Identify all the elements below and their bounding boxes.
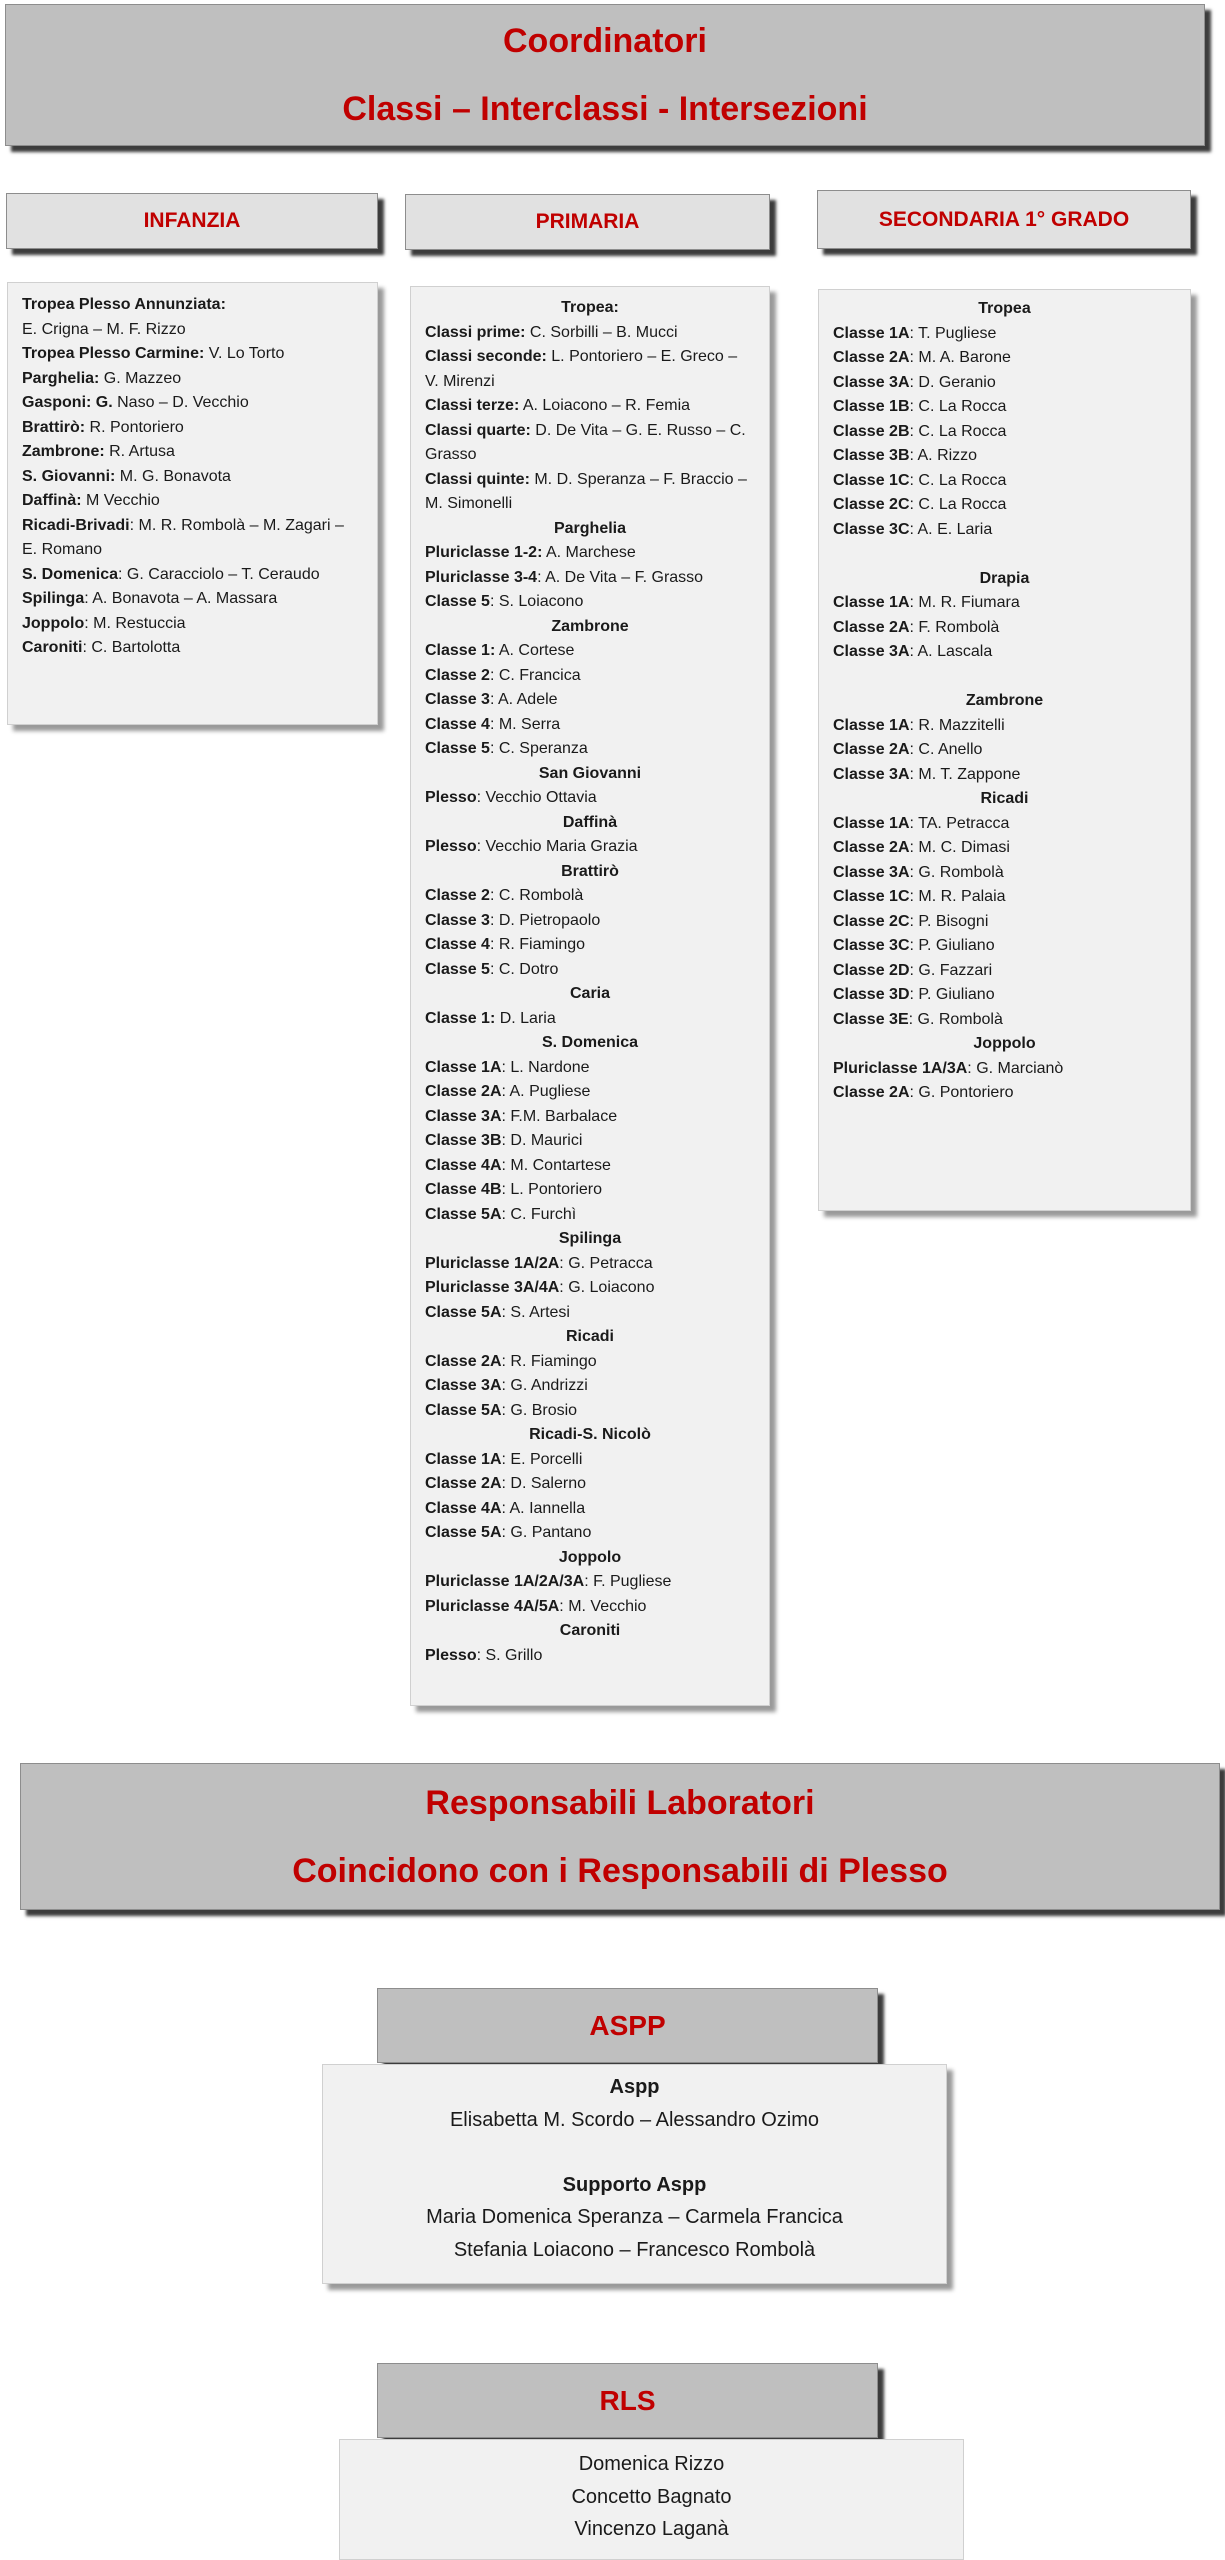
item-value: R. Artusa [104,443,175,460]
section-heading: Caria [569,985,611,1002]
item-label: Parghelia: [22,369,100,387]
list-item [425,492,755,517]
item-value: Grasso [425,446,477,463]
item-label: Plesso [425,789,477,806]
item-value: : S. Grillo [476,1646,543,1664]
item-label: Classe 2C [833,496,910,513]
item-label: S. Giovanni: [22,467,116,485]
item-label: Tropea Plesso Carmine: [22,345,205,362]
item-label: Ricadi-Brivadi [22,516,130,534]
list-item [425,1374,755,1399]
item-label: Classe 5 [425,593,490,610]
rls-name-3: Vincenzo Laganà [574,2518,729,2540]
item-value: : G. Rombolà [909,863,1004,881]
rls-name-2: Concetto Bagnato [571,2485,732,2508]
item-value: D. De Vita – G. E. Russo – C. [530,421,746,439]
list-item [425,1448,755,1473]
list-item [425,786,755,811]
item-label: Classe 3A [833,373,910,391]
item-value: : M. T. Zappone [909,765,1021,783]
list-item [833,469,1176,494]
item-label: Classi quinte: [425,470,530,488]
list-item [22,367,363,392]
list-item [833,640,1176,665]
list-item [22,489,363,514]
item-label: Plesso [425,1646,477,1664]
item-label: Zambrone: [22,443,105,460]
list-item [833,420,1176,445]
item-value: : C. Anello [909,741,983,758]
list-item [833,518,1176,543]
rls-header [377,2363,878,2438]
section-heading: Drapia [979,569,1030,587]
supporto-aspp-line1: Maria Domenica Speranza – Carmela Francica [426,2206,843,2228]
item-value: : R. Mazzitelli [909,716,1005,734]
list-item [22,587,363,612]
item-value: : G. Caracciolo – T. Ceraudo [118,565,320,583]
list-item [425,590,755,615]
item-label: Pluriclasse 3-4 [425,568,538,586]
item-value: L. Pontoriero – E. Greco – [546,348,738,365]
item-value: : R. Fiamingo [489,936,586,953]
item-label: Pluriclasse 1A/2A/3A [425,1573,585,1590]
item-value: : G. Andrizzi [501,1377,588,1394]
list-item [22,612,363,637]
list-item [425,688,755,713]
item-value: D. Laria [495,1009,556,1027]
item-label: Classe 2A [425,1083,502,1100]
list-item [425,639,755,664]
item-label: Classe 4 [425,715,490,733]
item-value: : G. Rombolà [908,1010,1003,1028]
section-heading: Ricadi [565,1328,614,1345]
item-value: : M. C. Dimasi [909,839,1010,856]
item-value: R. Pontoriero [85,418,184,436]
item-value: : C. Furchì [501,1205,577,1223]
section-heading: Joppolo [973,1035,1036,1052]
list-item [425,1056,755,1081]
coordinatori-banner [5,4,1205,146]
item-label: Classe 2A [833,741,910,758]
item-value: E. Crigna – M. F. Rizzo [22,320,186,338]
list-item [833,959,1176,984]
secondaria-panel [818,289,1191,1211]
list-item [833,616,1176,641]
list-item [425,1252,755,1277]
item-value: : G. Loiacono [559,1279,655,1296]
item-value: : C. La Rocca [909,398,1007,415]
item-label: Classe 5A [425,1205,502,1223]
item-value: : C. Francica [489,666,581,684]
item-label: Classe 3 [425,691,490,708]
item-value: : M. Serra [489,715,561,733]
list-item [833,444,1176,469]
list-item [425,835,755,860]
section-heading: Caroniti [559,1622,621,1639]
coordinatori-title: Coordinatori [503,22,707,60]
item-label: Classe 2A [425,1475,502,1492]
spacer [833,542,1176,567]
item-label: Classe 2 [425,666,490,684]
item-value: : D. Pietropaolo [489,911,601,929]
section-heading: Zambrone [551,617,629,635]
item-value: : TA. Petracca [909,814,1010,832]
list-item [425,1154,755,1179]
item-label: Classe 4 [425,936,490,953]
item-label: Classe 1A [833,716,910,734]
supporto-aspp-line2: Stefania Loiacono – Francesco Rombolà [453,2238,816,2261]
item-value: : M. R. Rombolà – M. Zagari – [129,516,344,534]
item-label: Daffinà: [22,492,82,509]
item-label: Classe 1A [833,324,910,342]
item-label: Classi prime: [425,323,526,341]
item-value: : T. Pugliese [909,324,997,342]
secondaria-header [817,190,1191,249]
list-item [425,541,755,566]
item-label: Classe 3B [833,447,910,464]
item-value: : Vecchio Ottavia [476,789,597,806]
section-heading: Ricadi [980,790,1029,807]
item-value: : P. Giuliano [909,986,995,1003]
item-value: : L. Nardone [501,1058,590,1076]
item-label: Pluriclasse 4A/5A [425,1597,560,1615]
item-label: Classe 2A [833,1084,910,1101]
infanzia-header [6,193,378,249]
item-value: : G. Pantano [501,1524,592,1541]
item-label: Classe 5 [425,740,490,757]
infanzia-header-label: INFANZIA [143,209,241,232]
item-value: : C. La Rocca [909,471,1007,489]
item-label: Classe 3A [833,765,910,783]
list-item [425,713,755,738]
list-item [833,346,1176,371]
item-label: Classe 2A [833,349,910,366]
section-heading: Parghelia [553,519,627,537]
list-item [425,1178,755,1203]
item-label: Classe 3A [833,643,910,660]
section-heading: Zambrone [965,692,1044,709]
item-label: Classe 3E [833,1010,909,1028]
list-item [425,1080,755,1105]
item-label: Classe 2B [833,422,910,440]
item-label: Classe 3C [833,937,910,954]
list-item [425,1521,755,1546]
list-item [22,636,363,661]
list-item [22,416,363,441]
list-item [833,885,1176,910]
item-value: : M. Vecchio [559,1597,647,1615]
item-label: Classe 1A [425,1450,502,1468]
item-label: Joppolo [22,614,85,632]
laboratori-subtitle: Coincidono con i Responsabili di Plesso [292,1851,948,1890]
item-label: S. Domenica [22,565,119,583]
item-value: : C. La Rocca [909,422,1007,440]
aspp-panel [322,2064,947,2284]
item-value: : A. Iannella [501,1499,586,1517]
primaria-header-label: PRIMARIA [535,210,640,233]
item-value: : F.M. Barbalace [501,1107,618,1125]
item-label: Caroniti [22,639,83,656]
item-value: : C. Dotro [489,960,559,978]
primaria-panel [410,286,770,1706]
item-value: A. Marchese [542,544,636,561]
list-item [425,1644,755,1669]
item-value: : A. Rizzo [909,447,978,464]
item-label: Classe 5A [425,1401,502,1419]
list-item [425,1301,755,1326]
list-item [425,884,755,909]
list-item [425,737,755,762]
item-label: Classe 1A [425,1058,502,1076]
rls-panel [339,2439,964,2560]
list-item [833,322,1176,347]
item-value: : G. Pontoriero [909,1084,1014,1101]
list-item [425,1595,755,1620]
list-item [22,440,363,465]
list-item [22,563,363,588]
list-item [833,371,1176,396]
list-item [425,566,755,591]
supporto-aspp-label: Supporto Aspp [562,2173,707,2196]
list-item [22,318,363,343]
section-heading: Daffinà [562,813,618,831]
list-item [22,514,363,539]
item-label: Plesso [425,838,477,855]
item-label: Classe 4A [425,1156,502,1174]
list-item [425,321,755,346]
item-value: : A. E. Laria [909,520,993,538]
item-value: : Vecchio Maria Grazia [476,838,638,855]
item-value: V. Mirenzi [425,372,495,390]
rls-name-1: Domenica Rizzo [578,2453,725,2475]
item-value: : A. Bonavota – A. Massara [84,590,278,607]
item-label: Classe 1C [833,471,910,489]
item-value: M. G. Bonavota [115,467,231,485]
item-value: : M. Contartese [501,1156,611,1174]
list-item [22,342,363,367]
item-value: A. Cortese [495,642,575,659]
item-label: Classe 3 [425,911,490,929]
item-label: Classe 3A [833,863,910,881]
item-label: Classe 5 [425,960,490,978]
list-item [833,934,1176,959]
item-value: : G. Fazzari [909,961,993,979]
item-value: : G. Brosio [501,1401,578,1419]
laboratori-title: Responsabili Laboratori [425,1783,815,1822]
section-heading: Ricadi-S. Nicolò [529,1426,651,1443]
list-item [833,1081,1176,1106]
list-item [425,345,755,370]
item-label: Pluriclasse 1A/2A [425,1254,560,1272]
item-value: Naso – D. Vecchio [112,394,249,411]
item-value: E. Romano [22,541,103,558]
item-label: Classi quarte: [425,421,531,439]
item-label: Classe 3D [833,986,910,1003]
list-item [833,763,1176,788]
item-label: Spilinga [22,590,85,607]
item-label: Classe 4A [425,1499,502,1517]
item-value: : M. A. Barone [909,349,1011,366]
list-item [425,958,755,983]
item-value: A. Loiacono – R. Femia [519,397,691,414]
item-value: M. D. Speranza – F. Braccio – [529,470,747,488]
rls-title: RLS [599,2384,656,2416]
item-value: : D. Geranio [909,373,996,391]
item-value: : A. Pugliese [501,1083,591,1100]
list-item [833,910,1176,935]
item-value: : A. Adele [489,691,558,708]
item-value: M. Simonelli [425,495,513,512]
item-label: Classe 2 [425,887,490,904]
item-value: : G. Petracca [559,1254,653,1272]
list-item [22,391,363,416]
item-label: Classe 2D [833,961,910,979]
list-item [425,1129,755,1154]
infanzia-panel [7,282,378,725]
item-value: : M. R. Palaia [909,888,1006,905]
item-value: : F. Pugliese [584,1573,672,1590]
list-item [833,493,1176,518]
aspp-names: Elisabetta M. Scordo – Alessandro Ozimo [449,2108,820,2131]
list-item [425,1276,755,1301]
list-item [833,1008,1176,1033]
list-item [833,738,1176,763]
list-item [833,591,1176,616]
aspp-title: ASPP [589,2009,666,2041]
item-label: Classe 1: [425,1009,496,1027]
item-label: Classi seconde: [425,348,547,365]
item-label: Classe 2C [833,912,910,930]
list-item [425,1007,755,1032]
list-item [833,983,1176,1008]
item-value: : C. La Rocca [909,496,1007,513]
list-item [425,1399,755,1424]
item-value: : L. Pontoriero [501,1181,602,1198]
list-item [425,909,755,934]
item-label: Classe 3B [425,1132,502,1149]
item-value: : P. Bisogni [909,912,989,930]
list-item [833,861,1176,886]
section-heading: Joppolo [558,1548,622,1566]
item-label: Gasponi: G. [22,394,113,411]
item-label: Classe 2A [425,1352,502,1370]
item-value: : S. Loiacono [489,593,584,610]
list-item [425,1570,755,1595]
item-value: : M. Restuccia [84,614,186,632]
item-value: : M. R. Fiumara [909,594,1020,611]
item-label: Classe 3C [833,520,910,538]
item-value: : A. De Vita – F. Grasso [537,568,704,586]
item-label: Classe 1C [833,888,910,905]
aspp-label: Aspp [609,2076,660,2098]
aspp-header [377,1988,878,2063]
item-label: Classe 5A [425,1303,502,1321]
item-label: Pluriclasse 1A/3A [833,1059,968,1077]
item-label: Classe 4B [425,1181,502,1198]
list-item [425,370,755,395]
item-label: Classe 1: [425,642,496,659]
list-item [425,933,755,958]
item-value: V. Lo Torto [204,345,285,362]
list-item [425,468,755,493]
item-value: : G. Marcianò [967,1059,1064,1077]
list-item [833,395,1176,420]
item-label: Classe 5A [425,1524,502,1541]
item-value: : D. Maurici [501,1132,583,1149]
item-label: Classe 2A [833,839,910,856]
item-label: Classi terze: [425,397,520,414]
item-label: Classe 1A [833,594,910,611]
list-item [22,465,363,490]
item-value: : P. Giuliano [909,937,995,954]
item-label: Tropea Plesso Annunziata: [22,296,226,313]
list-item [425,1203,755,1228]
item-value: M Vecchio [81,492,160,509]
list-item [22,538,363,563]
list-item [425,443,755,468]
list-item [425,394,755,419]
section-heading: Tropea: [561,299,619,316]
list-item [425,1105,755,1130]
item-value: : C. Speranza [489,740,588,757]
section-heading: S. Domenica [541,1034,639,1051]
item-label: Classe 2A [833,618,910,636]
item-label: Classe 3A [425,1377,502,1394]
item-value: G. Mazzeo [99,369,182,387]
list-item [833,714,1176,739]
item-label: Classe 3A [425,1107,502,1125]
section-heading: San Giovanni [538,764,642,782]
item-value: : C. Bartolotta [82,639,181,656]
laboratori-banner [20,1763,1220,1910]
item-value: : S. Artesi [501,1303,570,1321]
item-label: Classe 1B [833,398,910,415]
list-item [425,419,755,444]
section-heading: Tropea [978,300,1031,317]
list-item [22,293,363,318]
section-heading: Spilinga [558,1230,622,1247]
list-item [425,1472,755,1497]
item-label: Pluriclasse 3A/4A [425,1279,560,1296]
list-item [425,664,755,689]
item-label: Pluriclasse 1-2: [425,544,543,561]
item-label: Classe 1A [833,814,910,832]
item-value: : R. Fiamingo [501,1352,597,1370]
list-item [833,836,1176,861]
item-value: : F. Rombolà [909,618,1000,636]
list-item [833,1057,1176,1082]
item-value: : A. Lascala [909,643,993,660]
coordinatori-subtitle: Classi – Interclassi - Intersezioni [342,90,868,128]
list-item [833,812,1176,837]
list-item [425,1497,755,1522]
item-value: : E. Porcelli [501,1450,583,1468]
primaria-header [405,194,770,250]
item-value: C. Sorbilli – B. Mucci [525,323,678,341]
section-heading: Brattirò [561,862,619,880]
spacer [833,665,1176,690]
item-value: : C. Rombolà [489,887,584,904]
item-value: : D. Salerno [501,1475,586,1492]
item-label: Brattirò: [22,418,86,436]
secondaria-header-label: SECONDARIA 1° GRADO [878,207,1130,231]
list-item [425,1350,755,1375]
